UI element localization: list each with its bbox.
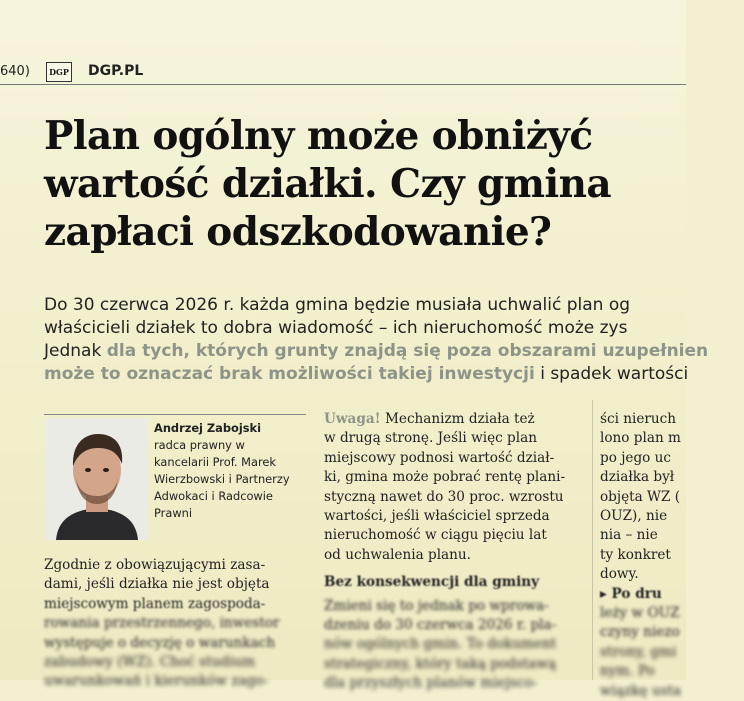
body-line: dowy. xyxy=(600,566,639,583)
body-line: rowania przestrzennego, inwestor xyxy=(44,615,280,632)
column-2 xyxy=(324,410,590,694)
lead-line: Do 30 czerwca 2026 r. każda gmina będzie musiała uchwalić plan og xyxy=(44,295,631,315)
uwaga-label: Uwaga! xyxy=(324,411,381,427)
lead-highlight: dla tych, których grunty znajdą się poza obszarami uzupełnien xyxy=(106,341,709,361)
author-box xyxy=(154,420,314,522)
body-line: ki, gmina może pobrać rentę plani- xyxy=(324,469,566,486)
column-3 xyxy=(600,410,720,701)
author-title-line: Prawni xyxy=(154,506,193,520)
author-name: Andrzej Zabojski xyxy=(154,421,262,435)
article-lead xyxy=(44,294,744,386)
body-line: od uchwalenia planu. xyxy=(324,546,471,563)
header-divider xyxy=(0,84,686,85)
headline-line: Plan ogólny może obniżyć xyxy=(44,113,593,159)
body-line: po jego uc xyxy=(600,449,672,466)
headline-line: wartość działki. Czy gmina xyxy=(44,161,612,207)
headline-line: zapłaci odszkodowanie? xyxy=(44,209,552,255)
body-line: lono plan m xyxy=(600,430,681,447)
body-line: nym. Po xyxy=(600,663,655,680)
body-line: nów ogólnych gmin. To dokument xyxy=(324,636,557,653)
author-title-line: Wierzbowski i Partnerzy xyxy=(154,472,290,486)
body-line: ▸ Po dru xyxy=(600,585,662,602)
body-line: nieruchomość w ciągu pięciu lat xyxy=(324,527,547,544)
body-line: wiązkę usta xyxy=(600,682,682,699)
article-headline xyxy=(44,112,684,256)
dgp-logo: DGP xyxy=(46,62,72,82)
lead-highlight: może to oznaczać brak możliwości takiej inwestycji xyxy=(44,364,535,384)
body-line: OUZ), nie xyxy=(600,508,668,525)
body-line: miejscowym planem zagospoda- xyxy=(44,595,266,612)
lead-text: Jednak xyxy=(44,341,107,361)
site-name: DGP.PL xyxy=(88,63,144,79)
body-line: nia – nie xyxy=(600,527,658,544)
body-line: działka był xyxy=(600,469,675,486)
page-number: 640) xyxy=(0,64,30,79)
body-line: ty konkret xyxy=(600,546,671,563)
page-header xyxy=(0,60,686,84)
body-line: dla przyszłych planów miejsco- xyxy=(324,675,538,692)
author-divider xyxy=(44,414,306,415)
body-line: strategiczny, który taką podstawą xyxy=(324,655,557,672)
author-title-line: radca prawny w xyxy=(154,438,245,452)
body-line: miejscowy podnosi wartość dział- xyxy=(324,449,555,466)
body-line: w drugą stronę. Jeśli więc plan xyxy=(324,430,537,447)
author-title-line: kancelarii Prof. Marek xyxy=(154,455,276,469)
author-photo xyxy=(46,418,148,540)
author-portrait-image xyxy=(46,418,148,540)
body-line: objęta WZ ( xyxy=(600,488,681,505)
column-1 xyxy=(44,556,314,692)
lead-line: właścicieli działek to dobra wiadomość – ich nieruchomość może zys xyxy=(44,318,628,338)
lead-line xyxy=(44,363,744,386)
body-line: zabudowy (WZ). Choć studium xyxy=(44,654,256,671)
body-line: dami, jeśli działka nie jest objęta xyxy=(44,576,270,593)
body-line: styczną nawet do 30 proc. wzrostu xyxy=(324,488,564,505)
body-line: występuje o decyzję o warunkach xyxy=(44,634,276,651)
body-line: Zmieni się to jednak po wprowa- xyxy=(324,597,549,614)
body-line: ści nieruch xyxy=(600,411,677,427)
author-title-line: Adwokaci i Radcowie xyxy=(154,489,273,503)
body-line: dzeniu do 30 czerwca 2026 r. pla- xyxy=(324,617,557,634)
body-line xyxy=(324,410,590,429)
body-line: uwarunkowań i kierunków zago- xyxy=(44,673,269,690)
column-divider xyxy=(592,400,593,680)
body-line: Zgodnie z obowiązującymi zasa- xyxy=(44,557,266,573)
body-line: wartości, jeśli właściciel sprzeda xyxy=(324,508,550,525)
body-line: strony, gmi xyxy=(600,643,677,660)
lead-text: i spadek wartości xyxy=(534,364,689,384)
section-subheading: Bez konsekwencji dla gminy xyxy=(324,574,540,591)
lead-line xyxy=(44,340,744,363)
body-text: Mechanizm działa też xyxy=(380,411,535,427)
body-line: leży w OUZ xyxy=(600,605,680,622)
body-line: czyny niezo xyxy=(600,624,680,641)
